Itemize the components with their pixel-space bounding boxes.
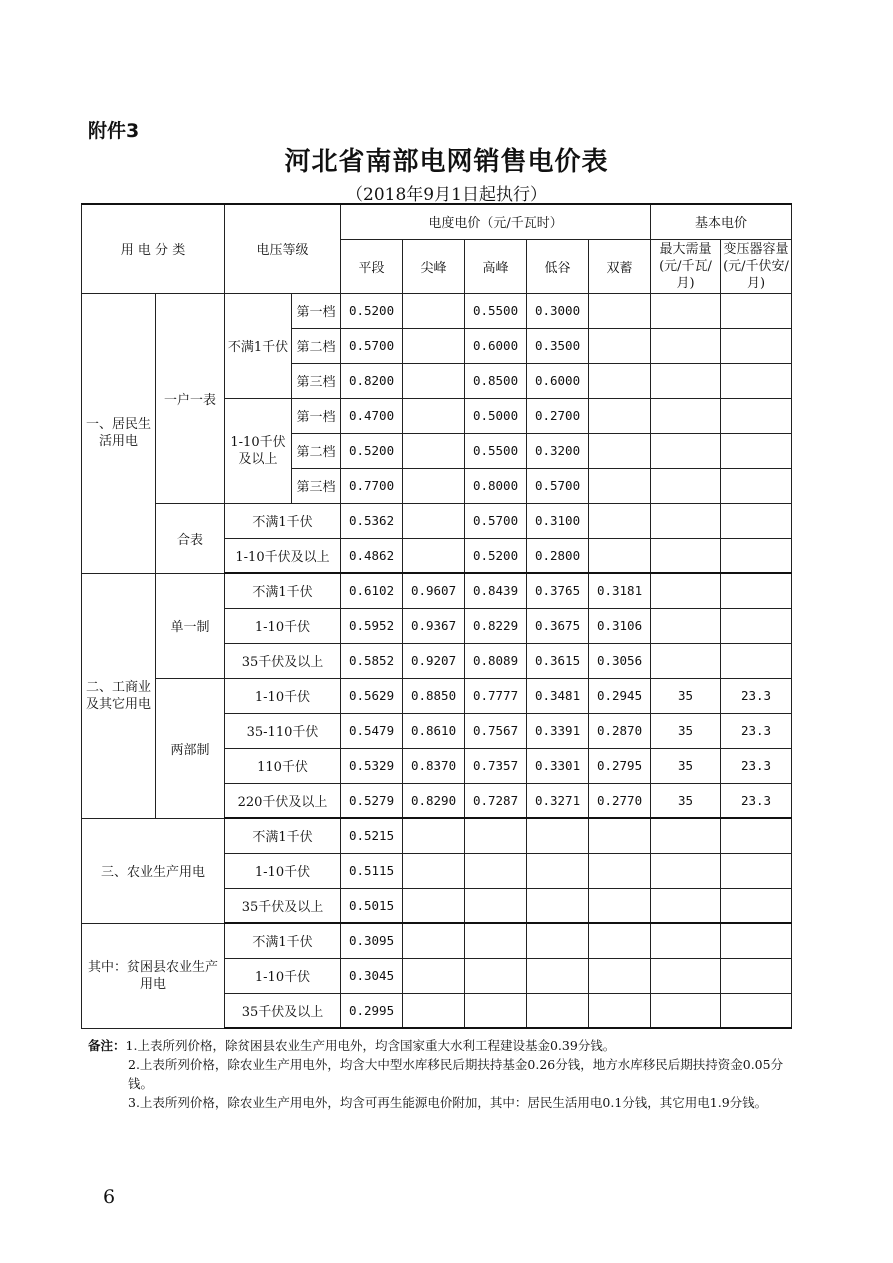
price-flat: 0.5115 bbox=[341, 853, 403, 888]
price-sharp bbox=[403, 503, 465, 538]
price-max-demand bbox=[651, 293, 721, 328]
price-sharp bbox=[403, 328, 465, 363]
price-transformer: 23.3 bbox=[721, 713, 792, 748]
price-flat: 0.5200 bbox=[341, 433, 403, 468]
price-sharp bbox=[403, 538, 465, 573]
group-residential: 一、居民生活用电 bbox=[82, 293, 156, 573]
price-sharp bbox=[403, 958, 465, 993]
voltage-cell: 35千伏及以上 bbox=[225, 993, 341, 1028]
price-sharp bbox=[403, 993, 465, 1028]
voltage-cell: 35千伏及以上 bbox=[225, 888, 341, 923]
price-sharp bbox=[403, 923, 465, 958]
price-valley: 0.3391 bbox=[527, 713, 589, 748]
price-flat: 0.8200 bbox=[341, 363, 403, 398]
header-category: 用 电 分 类 bbox=[82, 204, 225, 293]
page-title: 河北省南部电网销售电价表 bbox=[284, 147, 609, 177]
note-3: 3.上表所列价格，除农业生产用电外，均含可再生能源电价附加，其中：居民生活用电0.1分钱，其它用电1.9分钱。 bbox=[128, 1095, 768, 1110]
price-valley: 0.3000 bbox=[527, 293, 589, 328]
price-peak: 0.7287 bbox=[465, 783, 527, 818]
price-peak bbox=[465, 818, 527, 853]
price-sharp bbox=[403, 398, 465, 433]
price-sharp: 0.8370 bbox=[403, 748, 465, 783]
price-peak: 0.5000 bbox=[465, 398, 527, 433]
price-flat: 0.4700 bbox=[341, 398, 403, 433]
price-sharp bbox=[403, 853, 465, 888]
price-table bbox=[81, 203, 792, 1029]
attachment-label: 附件3 bbox=[88, 120, 140, 142]
header-transformer: 变压器容量(元/千伏安/月) bbox=[721, 239, 792, 293]
header-col-flat: 平段 bbox=[341, 239, 403, 293]
group-agriculture: 三、农业生产用电 bbox=[82, 818, 225, 923]
header-voltage: 电压等级 bbox=[225, 204, 341, 293]
price-storage bbox=[589, 398, 651, 433]
price-peak: 0.8229 bbox=[465, 608, 527, 643]
price-transformer bbox=[721, 958, 792, 993]
price-peak: 0.8500 bbox=[465, 363, 527, 398]
price-max-demand bbox=[651, 468, 721, 503]
voltage-cell: 1-10千伏 bbox=[225, 608, 341, 643]
price-flat: 0.5629 bbox=[341, 678, 403, 713]
voltage-cell: 1-10千伏 bbox=[225, 678, 341, 713]
notes-label: 备注： bbox=[88, 1038, 126, 1053]
price-storage: 0.2945 bbox=[589, 678, 651, 713]
group-single-part: 单一制 bbox=[156, 573, 225, 678]
price-max-demand bbox=[651, 993, 721, 1028]
price-flat: 0.6102 bbox=[341, 573, 403, 608]
price-storage: 0.3181 bbox=[589, 573, 651, 608]
price-max-demand bbox=[651, 888, 721, 923]
price-max-demand bbox=[651, 853, 721, 888]
voltage-cell: 不满1千伏 bbox=[225, 818, 341, 853]
price-flat: 0.5279 bbox=[341, 783, 403, 818]
voltage-cell: 35-110千伏 bbox=[225, 713, 341, 748]
voltage-cell: 第二档 bbox=[292, 328, 341, 363]
price-storage: 0.2770 bbox=[589, 783, 651, 818]
group-household: 一户一表 bbox=[156, 293, 225, 503]
price-max-demand: 35 bbox=[651, 713, 721, 748]
notes bbox=[88, 1036, 793, 1112]
price-peak: 0.8439 bbox=[465, 573, 527, 608]
group-commercial: 二、工商业及其它用电 bbox=[82, 573, 156, 818]
header-energy-price: 电度电价（元/千瓦时） bbox=[341, 204, 651, 239]
price-storage bbox=[589, 328, 651, 363]
price-valley: 0.3765 bbox=[527, 573, 589, 608]
voltage-cell: 第一档 bbox=[292, 293, 341, 328]
page-subtitle: （2018年9月1日起执行） bbox=[346, 185, 547, 205]
voltage-cell: 不满1千伏 bbox=[225, 923, 341, 958]
price-peak: 0.7357 bbox=[465, 748, 527, 783]
price-max-demand bbox=[651, 958, 721, 993]
price-sharp bbox=[403, 468, 465, 503]
price-flat: 0.5852 bbox=[341, 643, 403, 678]
price-flat: 0.5952 bbox=[341, 608, 403, 643]
price-max-demand bbox=[651, 643, 721, 678]
price-transformer: 23.3 bbox=[721, 678, 792, 713]
price-flat: 0.5700 bbox=[341, 328, 403, 363]
price-storage bbox=[589, 363, 651, 398]
price-storage bbox=[589, 433, 651, 468]
price-valley: 0.3500 bbox=[527, 328, 589, 363]
price-valley: 0.3675 bbox=[527, 608, 589, 643]
price-valley: 0.2700 bbox=[527, 398, 589, 433]
price-transformer bbox=[721, 468, 792, 503]
price-sharp: 0.9207 bbox=[403, 643, 465, 678]
price-peak bbox=[465, 888, 527, 923]
price-valley bbox=[527, 853, 589, 888]
voltage-cell: 第三档 bbox=[292, 468, 341, 503]
price-storage bbox=[589, 818, 651, 853]
price-peak bbox=[465, 993, 527, 1028]
price-peak: 0.7567 bbox=[465, 713, 527, 748]
price-transformer bbox=[721, 363, 792, 398]
price-valley bbox=[527, 958, 589, 993]
note-1 bbox=[88, 1036, 793, 1055]
price-transformer bbox=[721, 608, 792, 643]
price-valley bbox=[527, 888, 589, 923]
price-valley: 0.6000 bbox=[527, 363, 589, 398]
price-peak: 0.7777 bbox=[465, 678, 527, 713]
price-flat: 0.5200 bbox=[341, 293, 403, 328]
price-sharp bbox=[403, 363, 465, 398]
note-2: 2.上表所列价格，除农业生产用电外，均含大中型水库移民后期扶持基金0.26分钱，地方水库移民后期扶持资金0.05分钱。 bbox=[128, 1057, 784, 1091]
header-col-storage: 双蓄 bbox=[589, 239, 651, 293]
price-max-demand bbox=[651, 363, 721, 398]
price-storage bbox=[589, 293, 651, 328]
price-max-demand bbox=[651, 503, 721, 538]
price-valley bbox=[527, 923, 589, 958]
price-max-demand bbox=[651, 923, 721, 958]
price-valley: 0.3200 bbox=[527, 433, 589, 468]
voltage-cell: 1-10千伏及以上 bbox=[225, 538, 341, 573]
group-shared-meter: 合表 bbox=[156, 503, 225, 573]
price-max-demand: 35 bbox=[651, 678, 721, 713]
price-sharp bbox=[403, 293, 465, 328]
price-max-demand bbox=[651, 818, 721, 853]
group-1-10kv: 1-10千伏及以上 bbox=[225, 398, 292, 503]
price-storage bbox=[589, 538, 651, 573]
price-valley: 0.3271 bbox=[527, 783, 589, 818]
header-max-demand: 最大需量(元/千瓦/月) bbox=[651, 239, 721, 293]
note-1-text: 1.上表所列价格，除贫困县农业生产用电外，均含国家重大水利工程建设基金0.39分钱。 bbox=[125, 1038, 616, 1053]
price-flat: 0.2995 bbox=[341, 993, 403, 1028]
price-storage bbox=[589, 958, 651, 993]
price-max-demand: 35 bbox=[651, 783, 721, 818]
price-flat: 0.4862 bbox=[341, 538, 403, 573]
price-storage bbox=[589, 888, 651, 923]
voltage-cell: 不满1千伏 bbox=[225, 573, 341, 608]
price-peak: 0.8089 bbox=[465, 643, 527, 678]
price-max-demand bbox=[651, 328, 721, 363]
price-transformer bbox=[721, 293, 792, 328]
price-valley bbox=[527, 993, 589, 1028]
voltage-cell: 110千伏 bbox=[225, 748, 341, 783]
price-valley: 0.5700 bbox=[527, 468, 589, 503]
voltage-cell: 1-10千伏 bbox=[225, 958, 341, 993]
price-peak: 0.5700 bbox=[465, 503, 527, 538]
price-max-demand bbox=[651, 433, 721, 468]
price-transformer bbox=[721, 503, 792, 538]
price-max-demand bbox=[651, 573, 721, 608]
price-peak bbox=[465, 958, 527, 993]
price-transformer bbox=[721, 923, 792, 958]
price-storage bbox=[589, 993, 651, 1028]
price-storage: 0.2870 bbox=[589, 713, 651, 748]
price-transformer bbox=[721, 643, 792, 678]
price-transformer: 23.3 bbox=[721, 783, 792, 818]
group-poor-county-agriculture: 其中：贫困县农业生产用电 bbox=[82, 923, 225, 1028]
price-max-demand bbox=[651, 538, 721, 573]
voltage-cell: 第三档 bbox=[292, 363, 341, 398]
price-peak bbox=[465, 923, 527, 958]
price-sharp: 0.8290 bbox=[403, 783, 465, 818]
price-max-demand bbox=[651, 398, 721, 433]
price-flat: 0.5479 bbox=[341, 713, 403, 748]
price-storage bbox=[589, 853, 651, 888]
voltage-cell: 1-10千伏 bbox=[225, 853, 341, 888]
price-peak: 0.8000 bbox=[465, 468, 527, 503]
header-col-valley: 低谷 bbox=[527, 239, 589, 293]
voltage-cell: 35千伏及以上 bbox=[225, 643, 341, 678]
price-storage: 0.2795 bbox=[589, 748, 651, 783]
price-valley bbox=[527, 818, 589, 853]
price-storage bbox=[589, 468, 651, 503]
price-flat: 0.3045 bbox=[341, 958, 403, 993]
price-sharp bbox=[403, 888, 465, 923]
price-transformer bbox=[721, 328, 792, 363]
price-peak bbox=[465, 853, 527, 888]
price-peak: 0.6000 bbox=[465, 328, 527, 363]
price-peak: 0.5200 bbox=[465, 538, 527, 573]
price-sharp: 0.9607 bbox=[403, 573, 465, 608]
price-flat: 0.5015 bbox=[341, 888, 403, 923]
voltage-cell: 不满1千伏 bbox=[225, 503, 341, 538]
price-valley: 0.3615 bbox=[527, 643, 589, 678]
price-transformer bbox=[721, 573, 792, 608]
price-sharp bbox=[403, 818, 465, 853]
price-storage: 0.3056 bbox=[589, 643, 651, 678]
price-flat: 0.5329 bbox=[341, 748, 403, 783]
price-valley: 0.3301 bbox=[527, 748, 589, 783]
price-storage bbox=[589, 923, 651, 958]
price-valley: 0.3481 bbox=[527, 678, 589, 713]
price-flat: 0.5362 bbox=[341, 503, 403, 538]
header-col-peak: 高峰 bbox=[465, 239, 527, 293]
price-peak: 0.5500 bbox=[465, 433, 527, 468]
price-sharp bbox=[403, 433, 465, 468]
price-transformer bbox=[721, 888, 792, 923]
header-basic-price: 基本电价 bbox=[651, 204, 792, 239]
header-col-peak-sharp: 尖峰 bbox=[403, 239, 465, 293]
price-transformer bbox=[721, 398, 792, 433]
price-sharp: 0.8850 bbox=[403, 678, 465, 713]
page-number: 6 bbox=[103, 1186, 116, 1208]
voltage-cell: 220千伏及以上 bbox=[225, 783, 341, 818]
voltage-cell: 第二档 bbox=[292, 433, 341, 468]
price-peak: 0.5500 bbox=[465, 293, 527, 328]
price-transformer bbox=[721, 818, 792, 853]
price-sharp: 0.9367 bbox=[403, 608, 465, 643]
price-transformer bbox=[721, 993, 792, 1028]
price-valley: 0.2800 bbox=[527, 538, 589, 573]
price-flat: 0.3095 bbox=[341, 923, 403, 958]
group-under1kv: 不满1千伏 bbox=[225, 293, 292, 398]
voltage-cell: 第一档 bbox=[292, 398, 341, 433]
price-valley: 0.3100 bbox=[527, 503, 589, 538]
price-max-demand: 35 bbox=[651, 748, 721, 783]
price-max-demand bbox=[651, 608, 721, 643]
price-storage: 0.3106 bbox=[589, 608, 651, 643]
price-transformer bbox=[721, 853, 792, 888]
price-flat: 0.7700 bbox=[341, 468, 403, 503]
price-transformer bbox=[721, 433, 792, 468]
price-transformer bbox=[721, 538, 792, 573]
price-transformer: 23.3 bbox=[721, 748, 792, 783]
price-flat: 0.5215 bbox=[341, 818, 403, 853]
price-sharp: 0.8610 bbox=[403, 713, 465, 748]
price-storage bbox=[589, 503, 651, 538]
group-two-part: 两部制 bbox=[156, 678, 225, 818]
